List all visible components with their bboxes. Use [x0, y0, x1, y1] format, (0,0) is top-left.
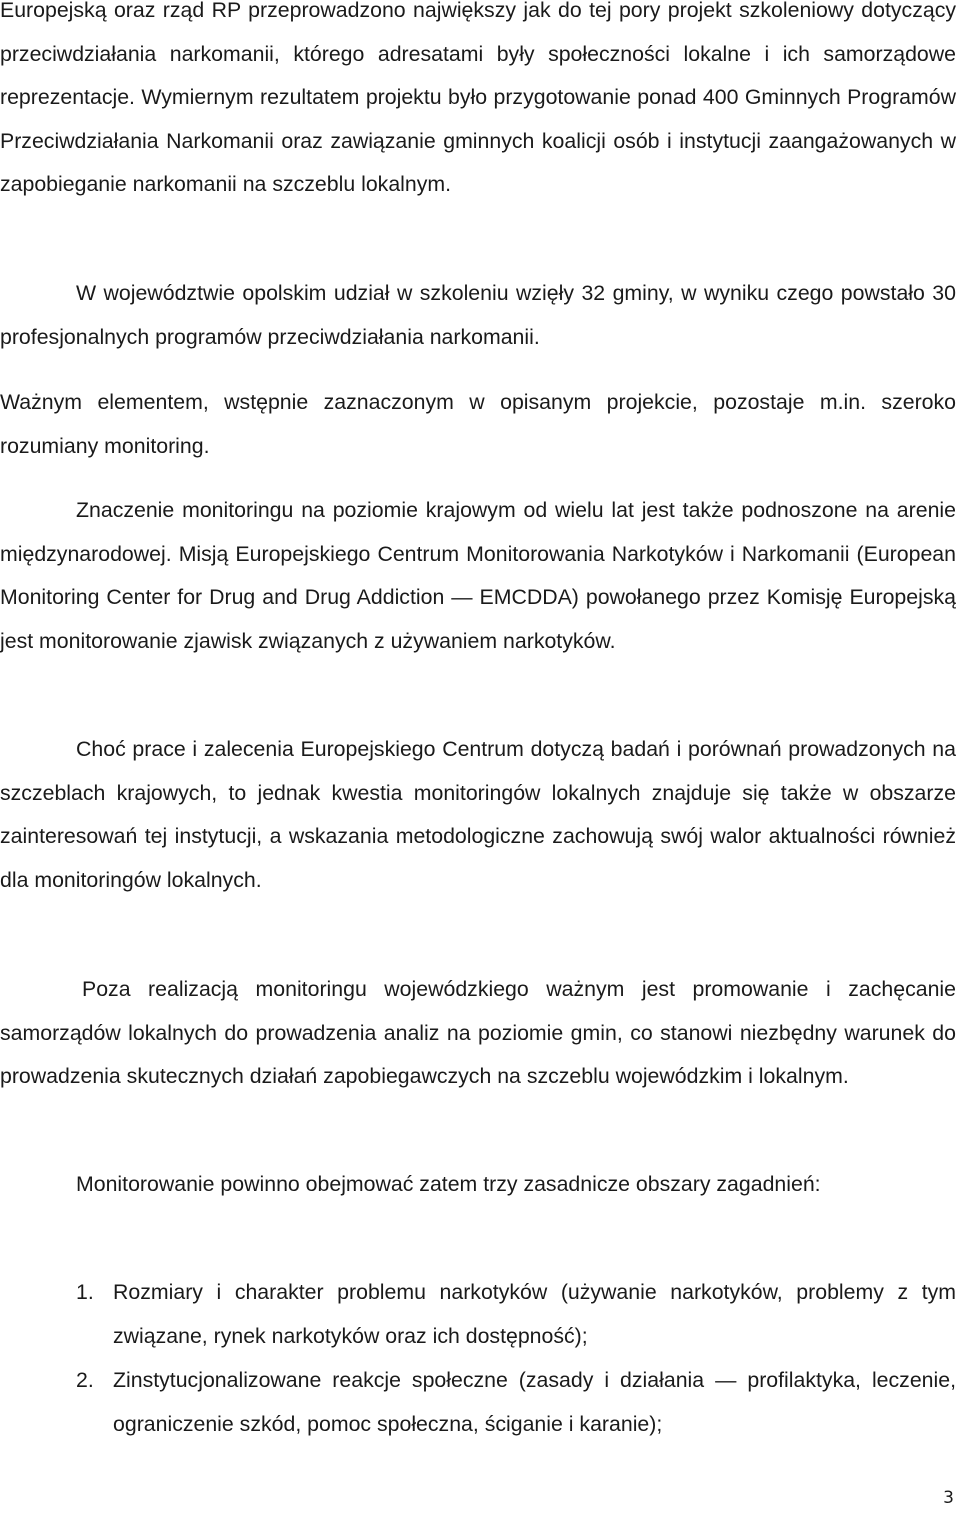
paragraph-opolskie: W województwie opolskim udział w szkoleniu wzięły 32 gminy, w wyniku czego powstało 30 profesjonalnych programów przeciwdziałania narkomanii. [0, 281, 956, 349]
list-item-text: Rozmiary i charakter problemu narkotyków (używanie narkotyków, problemy z tym związane, rynek narkotyków oraz ich dostępność); [113, 1280, 956, 1348]
list-item-text: Zinstytucjonalizowane reakcje społeczne (zasady i działania — profilaktyka, leczenie, ograniczenie szkód, pomoc społeczna, ściganie i karanie); [113, 1368, 956, 1436]
paragraph-project-summary: Europejską oraz rząd RP przeprowadzono największy jak do tej pory projekt szkoleniowy dotyczący przeciwdziałania narkomanii, którego adresatami były społeczności lokalne i ich samorządowe reprezentacje. Wymiernym rezultatem projektu było przygotowanie ponad 400 Gminnych Programów Przeciwdziałania Narkomanii oraz zawiązanie gminnych koalicji osób i instytucji zaangażowanych w zapobieganie narkomanii na szczeblu lokalnym. [0, 0, 956, 196]
paragraph-monitoring-areas: Monitorowanie powinno obejmować zatem trzy zasadnicze obszary zagadnień: [76, 1172, 821, 1196]
paragraph-emcdda: Znaczenie monitoringu na poziomie krajowym od wielu lat jest także podnoszone na arenie międzynarodowej. Misją Europejskiego Centrum Monitorowania Narkotyków i Narkomanii (European Monitoring Center for Drug and Drug Addiction — EMCDDA) powołanego przez Komisję Europejską jest monitorowanie zjawisk związanych z używaniem narkotyków. [0, 498, 956, 653]
list-item [0, 1359, 956, 1446]
paragraph-voivodeship-monitoring: Poza realizacją monitoringu wojewódzkiego ważnym jest promowanie i zachęcanie samorządów lokalnych do prowadzenia analiz na poziomie gmin, co stanowi niezbędny warunek do prowadzenia skutecznych działań zapobiegawczych na szczeblu wojewódzkim i lokalnym. [0, 977, 956, 1088]
list-item-number: 2. [76, 1368, 94, 1392]
list-item [0, 1271, 956, 1358]
paragraph-european-centre: Choć prace i zalecenia Europejskiego Centrum dotyczą badań i porównań prowadzonych na szczeblach krajowych, to jednak kwestia monitoringów lokalnych znajduje się także w obszarze zainteresowań tej instytucji, a wskazania metodologiczne zachowują swój walor aktualności również dla monitoringów lokalnych. [0, 737, 956, 892]
paragraph-monitoring-element: Ważnym elementem, wstępnie zaznaczonym w opisanym projekcie, pozostaje m.in. szeroko rozumiany monitoring. [0, 390, 956, 458]
numbered-list [0, 1271, 956, 1447]
list-item-number: 1. [76, 1280, 94, 1304]
page-number: 3 [943, 1488, 954, 1508]
